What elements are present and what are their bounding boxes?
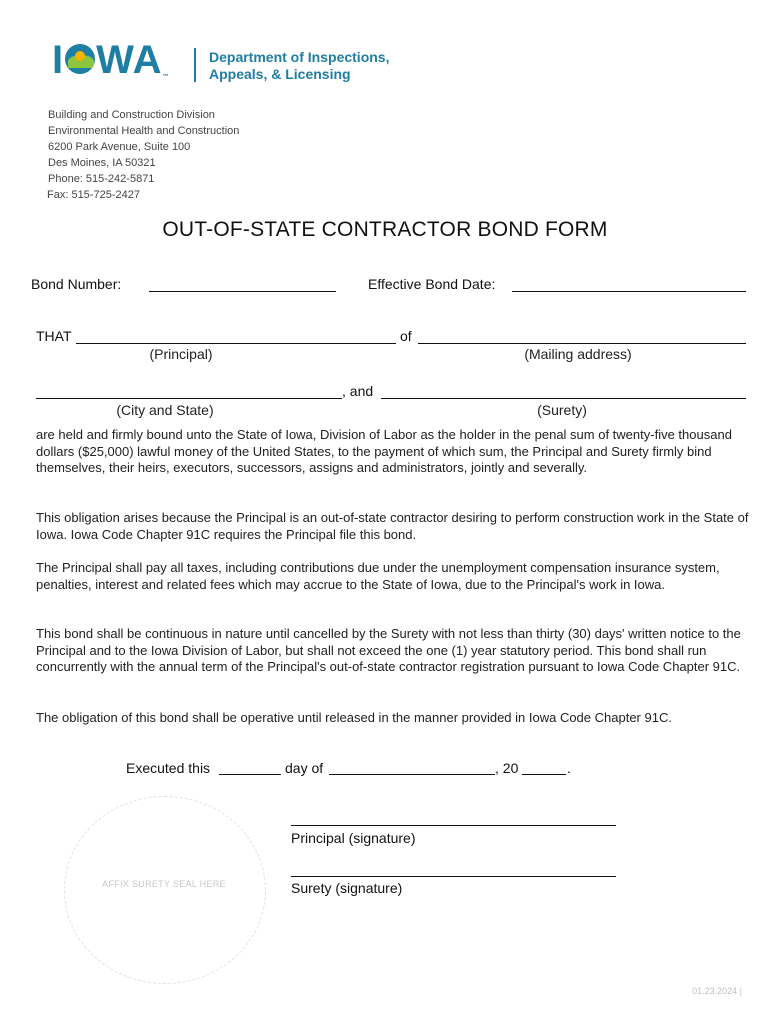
mailing-address-field[interactable] xyxy=(418,343,746,344)
form-title: OUT-OF-STATE CONTRACTOR BOND FORM xyxy=(162,218,608,241)
iowa-logo xyxy=(52,40,170,80)
address-line: Building and Construction Division xyxy=(48,109,215,121)
address-line: 6200 Park Avenue, Suite 100 xyxy=(48,141,191,153)
bond-number-field[interactable] xyxy=(149,291,336,292)
year-prefix: , 20 xyxy=(495,760,519,776)
bond-paragraph-3 xyxy=(36,560,761,593)
principal-caption: (Principal) xyxy=(149,346,213,362)
department-name xyxy=(209,49,389,83)
bond-number-label: Bond Number: xyxy=(31,276,122,292)
that-label: THAT xyxy=(36,328,72,344)
department-line-1: Department of Inspections, xyxy=(209,49,390,65)
principal-signature-field[interactable] xyxy=(291,825,616,826)
of-label: of xyxy=(400,328,412,344)
surety-seal-area xyxy=(64,796,266,984)
paragraph-text: This obligation arises because the Principal is an out-of-state contractor desiring to perform construction work in the State of Iowa. Iowa Code Chapter 91C requires the Principal file this bond. xyxy=(36,510,749,542)
day-of-label: day of xyxy=(285,760,324,776)
city-state-field[interactable] xyxy=(36,398,342,399)
revision-date: 01.23.2024 | xyxy=(692,986,742,996)
executed-month-field[interactable] xyxy=(329,774,495,775)
city-state-caption: (City and State) xyxy=(116,402,214,418)
bond-paragraph-2 xyxy=(36,510,761,543)
mailing-address-caption: (Mailing address) xyxy=(524,346,632,362)
address-line: Fax: 515-725-2427 xyxy=(47,189,140,201)
principal-signature-caption: Principal (signature) xyxy=(291,830,416,846)
effective-date-field[interactable] xyxy=(512,291,746,292)
year-suffix: . xyxy=(567,760,571,776)
paragraph-text: are held and firmly bound unto the State of Iowa, Division of Labor as the holder in the penal sum of twenty-five thousand dollars ($25,000) lawful money of the United States, to the payment of which sum, the Principal and Surety firmly bind themselves, their heirs, executors, successors, assigns and administrators, jointly and severally. xyxy=(36,427,732,475)
principal-name-field[interactable] xyxy=(76,343,396,344)
effective-date-label: Effective Bond Date: xyxy=(368,276,496,292)
paragraph-text: This bond shall be continuous in nature until cancelled by the Surety with not less than thirty (30) days' written notice to the Principal and to the Iowa Division of Labor, but shall not exceed the one (1) year statutory period. This bond shall run concurrently with the annual term of the Principal's out-of-state contractor registration pursuant to Iowa Code Chapter 91C. xyxy=(36,626,741,674)
surety-seal-text: AFFIX SURETY SEAL HERE xyxy=(102,879,226,889)
address-line: Des Moines, IA 50321 xyxy=(48,157,156,169)
executed-day-field[interactable] xyxy=(219,774,281,775)
paragraph-text: The Principal shall pay all taxes, including contributions due under the unemployment compensation insurance system, penalties, interest and related fees which may accrue to the State of Iowa, due to the Principal's work in Iowa. xyxy=(36,560,720,592)
bond-paragraph-4 xyxy=(36,626,764,676)
logo-sun-icon xyxy=(65,44,95,74)
address-line: Environmental Health and Construction xyxy=(48,125,240,137)
paragraph-text: The obligation of this bond shall be operative until released in the manner provided in Iowa Code Chapter 91C. xyxy=(36,710,672,725)
bond-paragraph-1 xyxy=(36,427,761,477)
trademark-mark: ™ xyxy=(162,74,170,80)
address-line: Phone: 515-242-5871 xyxy=(48,173,155,185)
and-label: , and xyxy=(342,383,374,399)
bond-paragraph-5 xyxy=(36,710,761,727)
executed-year-field[interactable] xyxy=(522,774,566,775)
division-address xyxy=(48,107,239,203)
surety-name-field[interactable] xyxy=(381,398,746,399)
logo-letter-i: I xyxy=(52,38,65,82)
logo-divider xyxy=(194,48,196,82)
executed-label: Executed this xyxy=(126,760,211,776)
surety-signature-caption: Surety (signature) xyxy=(291,880,403,896)
surety-caption: (Surety) xyxy=(537,402,587,418)
logo-letters-wa: WA xyxy=(96,38,163,82)
surety-signature-field[interactable] xyxy=(291,876,616,877)
department-line-2: Appeals, & Licensing xyxy=(209,66,351,82)
